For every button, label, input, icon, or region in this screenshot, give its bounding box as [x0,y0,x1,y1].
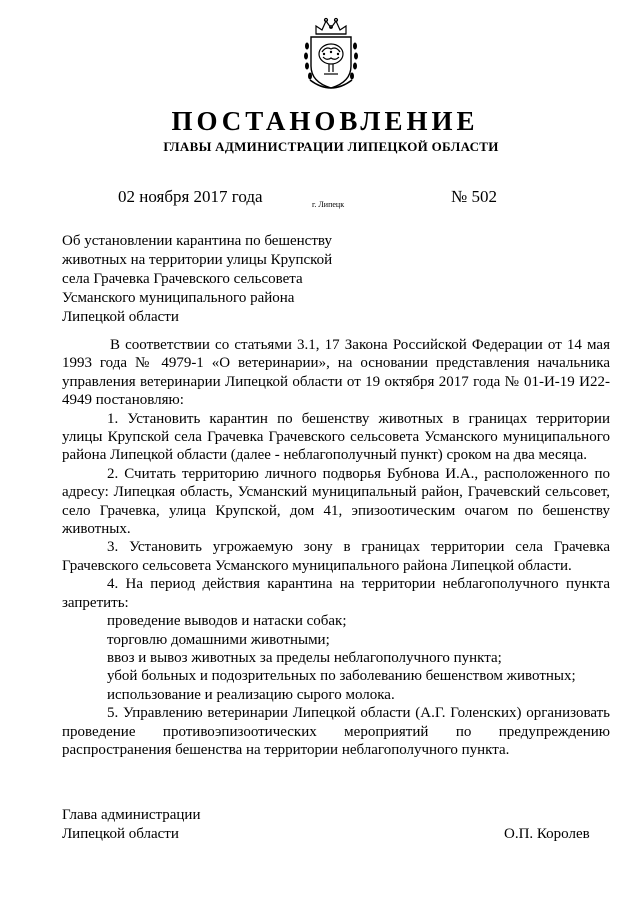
ban-item: использование и реализацию сырого молока. [107,686,395,703]
heading-line: Усманского муниципального района [62,290,295,306]
heading-line: Липецкой области [62,309,179,325]
heading-line: животных на территории улицы Крупской [62,252,333,268]
document-title: ПОСТАНОВЛЕНИЕ [171,106,479,136]
document-number: № 502 [451,187,497,206]
signature-title-line: Липецкой области [62,826,179,842]
coat-of-arms-icon [302,16,360,92]
document-city: г. Липецк [312,200,345,209]
document-body [62,336,610,759]
heading-line: села Грачевка Грачевского сельсовета [62,271,303,287]
signature-name: О.П. Королев [504,826,590,842]
signature-title [62,806,200,844]
ban-item: торговлю домашними животными; [107,631,330,648]
document-subtitle: ГЛАВЫ АДМИНИСТРАЦИИ ЛИПЕЦКОЙ ОБЛАСТИ [163,139,499,154]
ban-item: проведение выводов и натаски собак; [107,613,347,630]
document-heading [62,232,352,327]
document-date: 02 ноября 2017 года [118,187,263,206]
signature-title-line: Глава администрации [62,807,201,823]
clause-3: 3. Установить угрожаемую зону в границах территории села Грачевка Грачевского сельсовета Усманского муниципального района Липецкой области. [62,539,610,574]
clause-4: 4. На период действия карантина на территории неблагополучного пункта запретить: [62,576,610,611]
clause-2: 2. Считать территорию личного подворья Бубнова И.А., расположенного по адресу: Липецкая область, Усманский муниципальный район, Грачевский сельсовет, село Грачевка, улица Крупской, дом 41, эпизоотическим очагом по бешенству животных. [62,465,610,538]
ban-item: убой больных и подозрительных по заболеванию бешенством животных; [107,668,576,685]
intro-paragraph: В соответствии со статьями 3.1, 17 Закона Российской Федерации от 14 мая 1993 года № 4979-1 «О ветеринарии», на основании представления начальника управления ветеринарии Липецкой области от 19 октября 2017 года № 01-И-19 И22-4949 постановляю: [62,337,610,409]
ban-item: ввоз и вывоз животных за пределы неблагополучного пункта; [107,649,502,666]
clause-1: 1. Установить карантин по бешенству животных в границах территории улицы Крупской села Грачевка Грачевского сельсовета Усманского муниципального района Липецкой области (далее - неблагополучный пункт) сроком на два месяца. [62,410,610,464]
clause-5: 5. Управлению ветеринарии Липецкой области (А.Г. Голенских) организовать проведение противоэпизоотических мероприятий по предупреждению распространения бешенства на территории неблагополучного пункта. [62,705,610,758]
heading-line: Об установлении карантина по бешенству [62,233,332,249]
